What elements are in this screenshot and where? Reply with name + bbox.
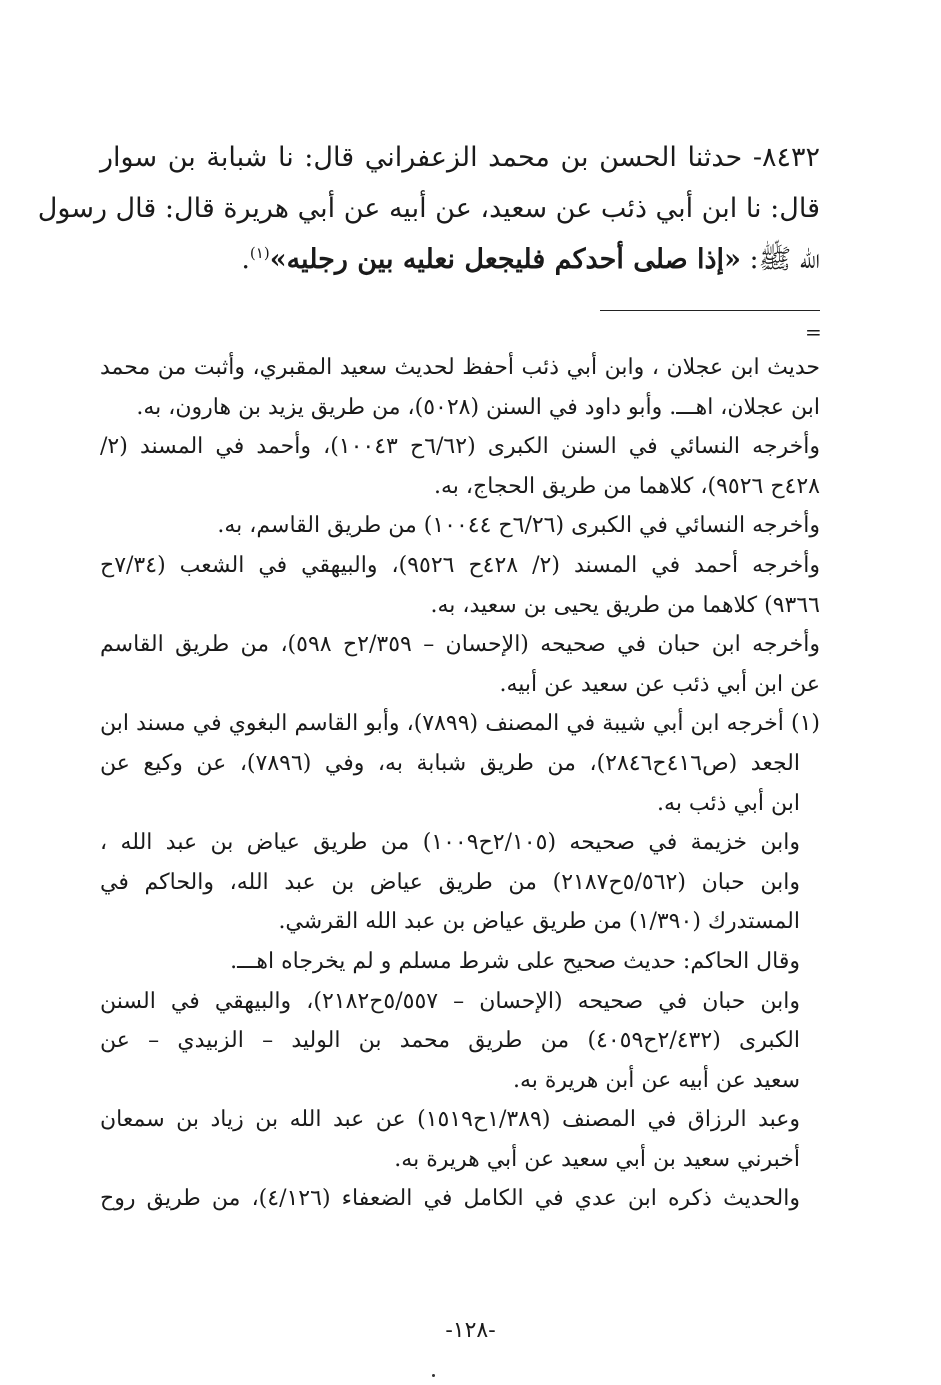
footnote-line: والحديث ذكره ابن عدي في الكامل في الضعفاء (٤/١٢٦)، من طريق روح <box>100 1186 800 1212</box>
footnote-line: ٤٢٨ح ٩٥٢٦)، كلاهما من طريق الحجاج، به. <box>434 473 820 499</box>
footnote-line: أخبرني سعيد بن أبي سعيد عن أبي هريرة به. <box>394 1146 800 1172</box>
footnote-line: وابن حبان (٥/٥٦٢ح٢١٨٧) من طريق عياض بن عبد الله، والحاكم في <box>100 869 800 895</box>
footnote-reference: (١) <box>249 244 270 262</box>
footnote-line: المستدرك (١/٣٩٠) من طريق عياض بن عبد الله القرشي. <box>278 909 800 935</box>
footnote-line: عن ابن أبي ذئب عن سعيد عن أبيه. <box>499 671 820 697</box>
footnote-line: الجعد (ص٤١٦ح٢٨٤٦)، من طريق شبابة به، وفي (٧٨٩٦)، عن وكيع عن <box>100 750 800 776</box>
footnote-line: (١) أخرجه ابن أبي شيبة في المصنف (٧٨٩٩)، وأبو القاسم البغوي في مسند ابن <box>100 711 820 737</box>
footnote-line: وابن حبان في صحيحه (الإحسان – ٥/٥٥٧ح٢١٨٢)، والبيهقي في السنن <box>100 988 800 1014</box>
footnote-separator <box>600 310 820 311</box>
footnote-line: وقال الحاكم: حديث صحيح على شرط مسلم و لم يخرجاه اهـــ. <box>230 948 800 974</box>
hadith-text <box>37 132 820 285</box>
footnote-line: ٩٣٦٦) كلاهما من طريق يحيى بن سعيد، به. <box>430 592 820 618</box>
page-number: -١٢٨- <box>445 1318 496 1343</box>
footnote-line: وعبد الرزاق في المصنف (١/٣٨٩ح١٥١٩) عن عبد الله بن زياد بن سمعان <box>100 1107 800 1133</box>
print-dot <box>432 1374 435 1377</box>
hadith-line-2: قال: نا ابن أبي ذئب عن سعيد، عن أبيه عن أبي هريرة قال: قال رسول <box>37 193 820 224</box>
footnote-line: وأخرجه أحمد في المسند (٢/ ٤٢٨ح ٩٥٢٦)، والبيهقي في الشعب (٧/٣٤ح <box>100 552 820 578</box>
footnote-line: وابن خزيمة في صحيحه (٢/١٠٥ح١٠٠٩) من طريق عياض بن عبد الله ، <box>100 830 800 856</box>
footnote-line: سعيد عن أبيه عن أبن هريرة به. <box>512 1067 800 1093</box>
footnote-line: ابن عجلان، اهـــ. وأبو داود في السنن (٥٠٢٨)، من طريق يزيد بن هارون، به. <box>136 394 820 420</box>
hadith-line-1: ٨٤٣٢- حدثنا الحسن بن محمد الزعفراني قال: نا شبابة بن سوار <box>100 142 820 173</box>
footnote-line: وأخرجه النسائي في السنن الكبرى (٦/٦٢ح ١٠٠٤٣)، وأحمد في المسند (٢/ <box>100 434 820 460</box>
footnote-line: الكبرى (٢/٤٣٢ح٤٠٥٩) من طريق محمد بن الوليد – الزبيدي – عن <box>100 1028 800 1054</box>
hadith-matn: «إذا صلى أحدكم فليجعل نعليه بين رجليه» <box>269 244 741 275</box>
footnote-line: حديث ابن عجلان ، وابن أبي ذئب أحفظ لحديث سعيد المقبري، وأثبت من محمد <box>100 355 820 380</box>
footnote-line: وأخرجه ابن حبان في صحيحه (الإحسان – ٢/٣٥٩ح ٥٩٨)، من طريق القاسم <box>100 632 820 658</box>
continuation-mark: = <box>805 320 822 344</box>
footnotes <box>100 348 820 1219</box>
hadith-attribution: الله ﷺ: <box>740 244 820 275</box>
hadith-line-3 <box>100 234 820 285</box>
footnote-line: وأخرجه النسائي في الكبرى (٦/٢٦ح ١٠٠٤٤) من طريق القاسم، به. <box>217 513 820 539</box>
hadith-end-period: . <box>241 244 250 275</box>
footnote-line: ابن أبي ذئب به. <box>657 790 800 816</box>
